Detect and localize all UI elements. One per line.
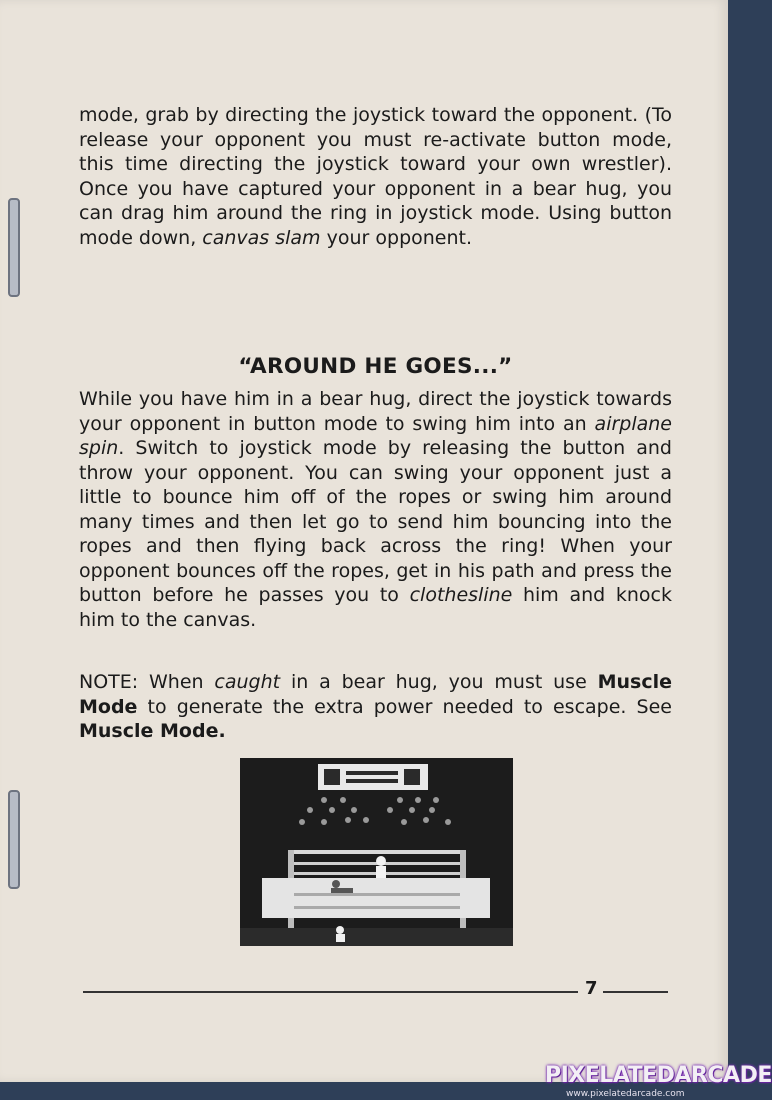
term-clothesline: clothesline xyxy=(409,584,513,606)
paragraph-airplane-spin xyxy=(79,387,672,632)
wrestling-ring-image xyxy=(240,758,513,946)
paragraph-text: your opponent. xyxy=(320,226,473,249)
footer-rule-left xyxy=(83,991,578,993)
section-heading: “AROUND HE GOES...” xyxy=(238,354,513,379)
paragraph-note xyxy=(79,670,672,744)
term-muscle-mode: Muscle Mode xyxy=(79,671,672,718)
paragraph-text: him and knock him to the canvas. xyxy=(79,584,673,631)
staple-top xyxy=(8,198,20,297)
paragraph-text: mode, grab by directing the joystick toward the opponent. (To release your opponent you must re-activate button mode, this time directing the joystick toward your own wrestler). Once you have captured your opponent in a bear hug, you can drag him around the ring in joystick mode. Using button mode down, xyxy=(79,104,672,249)
game-screenshot xyxy=(240,758,513,946)
paragraph-text: in a bear hug, you must use xyxy=(280,671,598,693)
staple-bottom xyxy=(8,790,20,889)
term-canvas-slam: canvas slam xyxy=(202,226,321,249)
paragraph-text: While you have him in a bear hug, direct the joystick towards your opponent in button mode to swing him into an xyxy=(79,388,672,435)
term-muscle-mode-ref: Muscle Mode. xyxy=(79,720,226,742)
paragraph-text: . Switch to joystick mode by releasing the button and throw your opponent. You can swing your opponent just a little to bounce him off of the ropes or swing him around many times and then let go to send him bouncing into the ropes and then flying back across the ring! When your opponent bounces off the ropes, get in his path and press the button before he passes you to xyxy=(79,437,672,606)
page-number: 7 xyxy=(585,978,598,999)
footer-rule-right xyxy=(603,991,668,993)
term-airplane-spin: airplane spin xyxy=(79,412,672,459)
site-watermark-url: www.pixelatedarcade.com xyxy=(566,1089,685,1099)
term-caught: caught xyxy=(214,671,281,693)
paragraph-text: to generate the extra power needed to escape. See xyxy=(137,695,672,718)
paragraph-bear-hug xyxy=(79,103,672,250)
paragraph-text: NOTE: When xyxy=(79,671,215,693)
site-watermark: PIXELATEDARCADE xyxy=(545,1063,772,1088)
